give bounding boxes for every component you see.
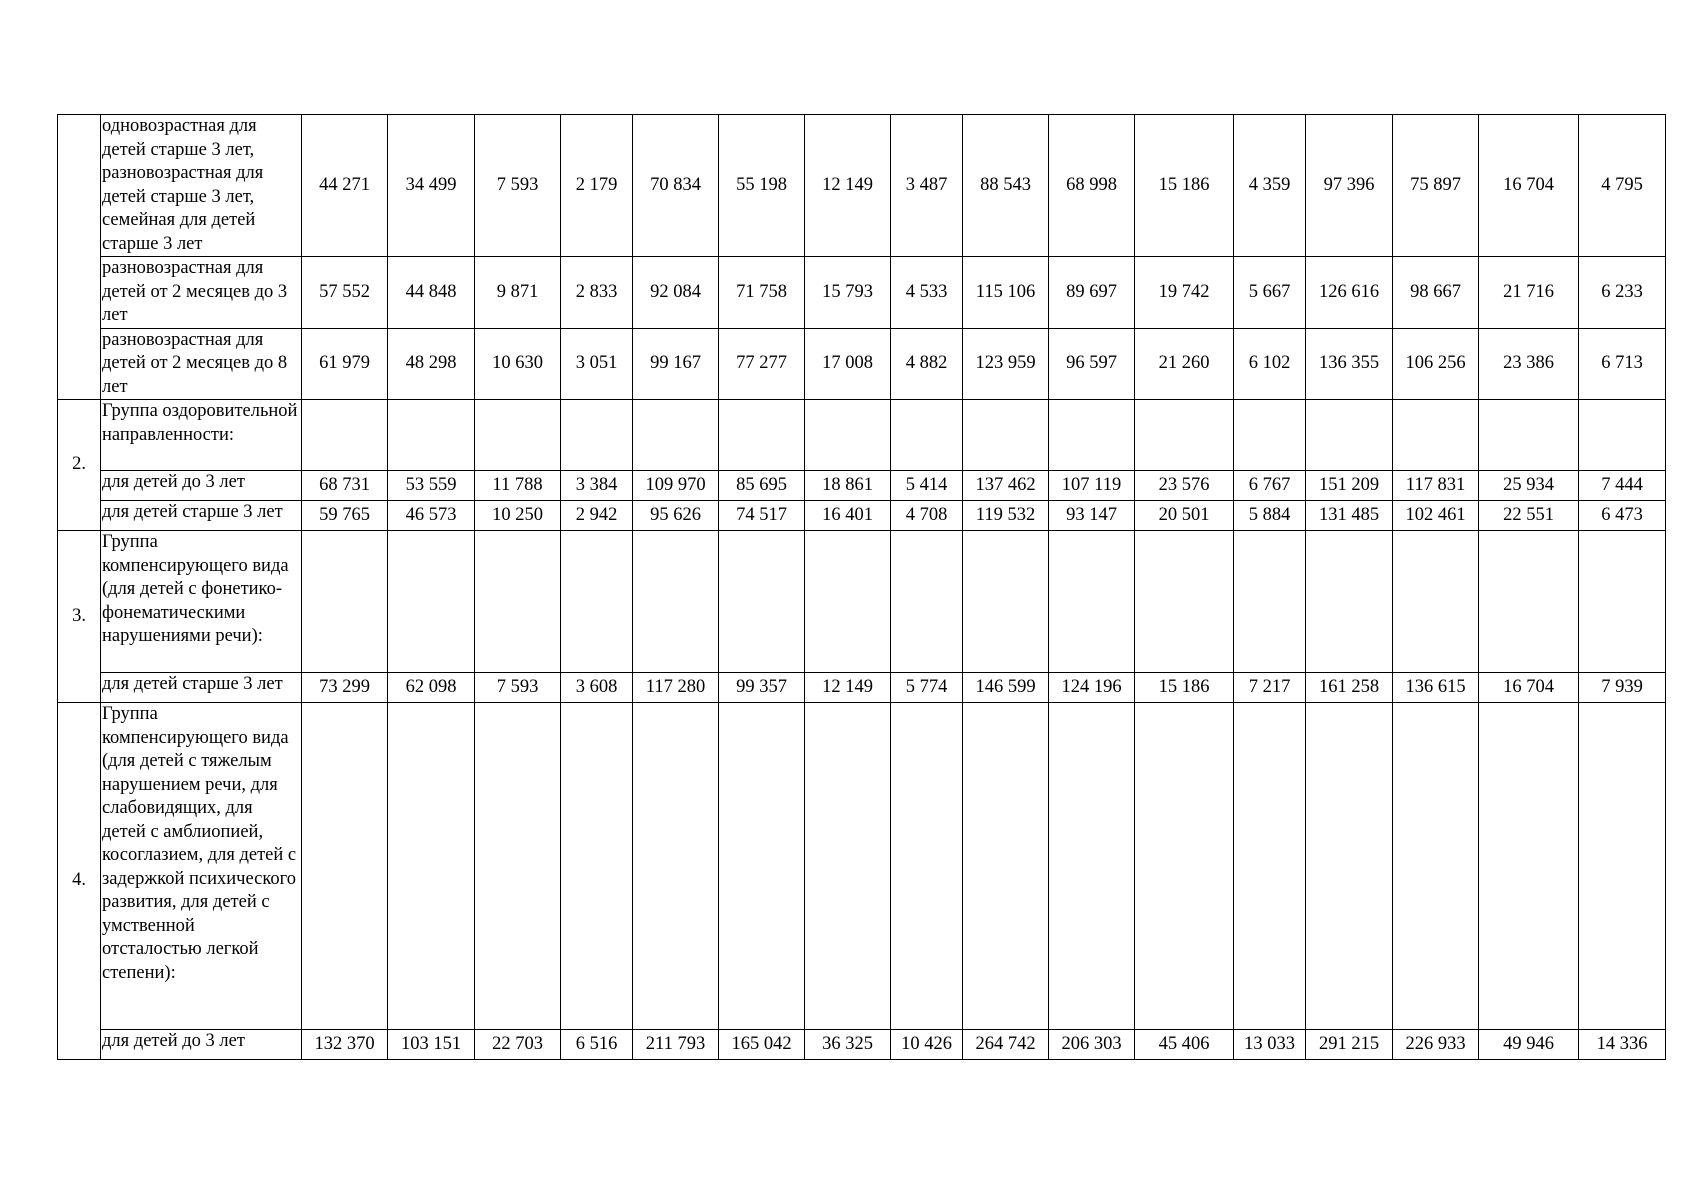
- cell-value: 7 217: [1234, 673, 1306, 703]
- table-row: [58, 673, 1666, 703]
- cell-value: 34 499: [388, 115, 475, 257]
- cell-value: [633, 400, 719, 471]
- cell-value: 291 215: [1306, 1030, 1393, 1060]
- table-row: [58, 328, 1666, 400]
- cell-value: 16 704: [1479, 115, 1579, 257]
- cell-value: [388, 400, 475, 471]
- cell-value: 2 179: [561, 115, 633, 257]
- cell-value: 77 277: [719, 328, 805, 400]
- cell-value: 12 149: [805, 115, 891, 257]
- cell-value: [1579, 531, 1666, 673]
- cell-value: 103 151: [388, 1030, 475, 1060]
- cell-value: [1393, 703, 1479, 1030]
- table-row: [58, 1030, 1666, 1060]
- table-row: [58, 257, 1666, 329]
- cell-value: 16 704: [1479, 673, 1579, 703]
- cell-value: 3 384: [561, 471, 633, 501]
- cell-value: 102 461: [1393, 501, 1479, 531]
- cell-value: 92 084: [633, 257, 719, 329]
- cell-value: 21 260: [1135, 328, 1234, 400]
- cell-value: 15 186: [1135, 115, 1234, 257]
- cell-value: [633, 531, 719, 673]
- cell-value: 62 098: [388, 673, 475, 703]
- cell-value: [302, 703, 388, 1030]
- cell-value: [1234, 703, 1306, 1030]
- cell-value: [1479, 531, 1579, 673]
- cell-value: [719, 400, 805, 471]
- row-label: Группа компенсирующего вида (для детей с тяжелым нарушением речи, для слабовидящих, для детей с амблиопией, косоглазием, для детей с задержкой психического развития, для детей с умственной отсталостью легкой степени):: [101, 703, 302, 1030]
- cell-value: 36 325: [805, 1030, 891, 1060]
- table-row: [58, 400, 1666, 471]
- row-label: для детей до 3 лет: [101, 1030, 302, 1060]
- table-row: [58, 501, 1666, 531]
- cell-value: 61 979: [302, 328, 388, 400]
- cell-value: 55 198: [719, 115, 805, 257]
- cell-value: 5 774: [891, 673, 963, 703]
- cell-value: 53 559: [388, 471, 475, 501]
- cell-value: 10 250: [475, 501, 561, 531]
- cell-value: 96 597: [1049, 328, 1135, 400]
- cell-value: [1234, 531, 1306, 673]
- cell-value: 5 414: [891, 471, 963, 501]
- cell-value: 17 008: [805, 328, 891, 400]
- table-row: [58, 703, 1666, 1030]
- cell-value: 74 517: [719, 501, 805, 531]
- cell-value: [388, 531, 475, 673]
- cell-value: 123 959: [963, 328, 1049, 400]
- cell-value: 11 788: [475, 471, 561, 501]
- cell-value: 85 695: [719, 471, 805, 501]
- cell-value: [1479, 703, 1579, 1030]
- cell-value: [1393, 531, 1479, 673]
- cell-value: [561, 703, 633, 1030]
- cell-value: 97 396: [1306, 115, 1393, 257]
- cell-value: 12 149: [805, 673, 891, 703]
- cell-value: 68 998: [1049, 115, 1135, 257]
- cell-value: 18 861: [805, 471, 891, 501]
- cell-value: 7 939: [1579, 673, 1666, 703]
- cell-value: 23 576: [1135, 471, 1234, 501]
- row-number: 2.: [58, 400, 101, 531]
- cell-value: 73 299: [302, 673, 388, 703]
- cell-value: 22 551: [1479, 501, 1579, 531]
- cell-value: 9 871: [475, 257, 561, 329]
- cell-value: [891, 703, 963, 1030]
- row-label: для детей старше 3 лет: [101, 673, 302, 703]
- cell-value: 6 713: [1579, 328, 1666, 400]
- cell-value: 99 167: [633, 328, 719, 400]
- cell-value: 226 933: [1393, 1030, 1479, 1060]
- cell-value: 117 280: [633, 673, 719, 703]
- row-number: [58, 115, 101, 400]
- cell-value: 57 552: [302, 257, 388, 329]
- cell-value: 7 444: [1579, 471, 1666, 501]
- cell-value: [1049, 531, 1135, 673]
- cell-value: 6 102: [1234, 328, 1306, 400]
- cell-value: 7 593: [475, 115, 561, 257]
- cell-value: [1306, 703, 1393, 1030]
- cell-value: [891, 531, 963, 673]
- cell-value: 206 303: [1049, 1030, 1135, 1060]
- cell-value: 22 703: [475, 1030, 561, 1060]
- cell-value: 136 615: [1393, 673, 1479, 703]
- cell-value: [388, 703, 475, 1030]
- cell-value: 5 667: [1234, 257, 1306, 329]
- cell-value: [1135, 400, 1234, 471]
- cell-value: 93 147: [1049, 501, 1135, 531]
- cell-value: [805, 703, 891, 1030]
- cell-value: 3 487: [891, 115, 963, 257]
- cell-value: 264 742: [963, 1030, 1049, 1060]
- cell-value: 2 833: [561, 257, 633, 329]
- cell-value: 6 516: [561, 1030, 633, 1060]
- cell-value: 119 532: [963, 501, 1049, 531]
- cell-value: 15 186: [1135, 673, 1234, 703]
- cell-value: [561, 531, 633, 673]
- cell-value: [1579, 703, 1666, 1030]
- cell-value: 49 946: [1479, 1030, 1579, 1060]
- cell-value: [719, 703, 805, 1030]
- row-number: 4.: [58, 703, 101, 1060]
- cell-value: 68 731: [302, 471, 388, 501]
- cell-value: 2 942: [561, 501, 633, 531]
- cell-value: 23 386: [1479, 328, 1579, 400]
- cell-value: 132 370: [302, 1030, 388, 1060]
- cell-value: 136 355: [1306, 328, 1393, 400]
- cell-value: 165 042: [719, 1030, 805, 1060]
- cell-value: 117 831: [1393, 471, 1479, 501]
- cell-value: 15 793: [805, 257, 891, 329]
- table-row: [58, 531, 1666, 673]
- row-label: разновозрастная для детей от 2 месяцев до 8 лет: [101, 328, 302, 400]
- cell-value: [1579, 400, 1666, 471]
- cell-value: 115 106: [963, 257, 1049, 329]
- cell-value: [302, 400, 388, 471]
- cell-value: 98 667: [1393, 257, 1479, 329]
- table-row: [58, 115, 1666, 257]
- cell-value: [805, 531, 891, 673]
- cell-value: [1135, 703, 1234, 1030]
- cell-value: 95 626: [633, 501, 719, 531]
- cell-value: 75 897: [1393, 115, 1479, 257]
- cell-value: [1135, 531, 1234, 673]
- cell-value: 44 271: [302, 115, 388, 257]
- row-label: одновозрастная для детей старше 3 лет, разновозрастная для детей старше 3 лет, семейная для детей старше 3 лет: [101, 115, 302, 257]
- cell-value: 4 795: [1579, 115, 1666, 257]
- cell-value: 71 758: [719, 257, 805, 329]
- cell-value: 5 884: [1234, 501, 1306, 531]
- row-label: для детей до 3 лет: [101, 471, 302, 501]
- cell-value: 4 882: [891, 328, 963, 400]
- tariff-table: [57, 114, 1666, 1060]
- row-number: 3.: [58, 531, 101, 703]
- cell-value: [475, 703, 561, 1030]
- cell-value: 46 573: [388, 501, 475, 531]
- cell-value: 107 119: [1049, 471, 1135, 501]
- cell-value: 106 256: [1393, 328, 1479, 400]
- cell-value: 6 233: [1579, 257, 1666, 329]
- cell-value: 161 258: [1306, 673, 1393, 703]
- cell-value: 3 051: [561, 328, 633, 400]
- cell-value: 211 793: [633, 1030, 719, 1060]
- cell-value: 6 473: [1579, 501, 1666, 531]
- cell-value: [475, 531, 561, 673]
- cell-value: 131 485: [1306, 501, 1393, 531]
- cell-value: [805, 400, 891, 471]
- cell-value: 88 543: [963, 115, 1049, 257]
- cell-value: 70 834: [633, 115, 719, 257]
- table-row: [58, 471, 1666, 501]
- cell-value: 19 742: [1135, 257, 1234, 329]
- cell-value: [719, 531, 805, 673]
- cell-value: 89 697: [1049, 257, 1135, 329]
- row-label: для детей старше 3 лет: [101, 501, 302, 531]
- cell-value: 109 970: [633, 471, 719, 501]
- cell-value: 3 608: [561, 673, 633, 703]
- cell-value: [891, 400, 963, 471]
- cell-value: [302, 531, 388, 673]
- cell-value: [1479, 400, 1579, 471]
- cell-value: 25 934: [1479, 471, 1579, 501]
- cell-value: [963, 703, 1049, 1030]
- cell-value: 124 196: [1049, 673, 1135, 703]
- cell-value: 151 209: [1306, 471, 1393, 501]
- cell-value: [1234, 400, 1306, 471]
- cell-value: 137 462: [963, 471, 1049, 501]
- cell-value: 146 599: [963, 673, 1049, 703]
- cell-value: [1306, 400, 1393, 471]
- cell-value: [475, 400, 561, 471]
- cell-value: [1393, 400, 1479, 471]
- cell-value: 48 298: [388, 328, 475, 400]
- cell-value: 10 630: [475, 328, 561, 400]
- cell-value: [633, 703, 719, 1030]
- cell-value: [1049, 703, 1135, 1030]
- cell-value: [1049, 400, 1135, 471]
- cell-value: 20 501: [1135, 501, 1234, 531]
- cell-value: 59 765: [302, 501, 388, 531]
- row-label: Группа компенсирующего вида (для детей с фонетико-фонематическими нарушениями речи):: [101, 531, 302, 673]
- cell-value: 44 848: [388, 257, 475, 329]
- cell-value: 4 359: [1234, 115, 1306, 257]
- cell-value: [561, 400, 633, 471]
- row-label: разновозрастная для детей от 2 месяцев до 3 лет: [101, 257, 302, 329]
- cell-value: 21 716: [1479, 257, 1579, 329]
- cell-value: 4 533: [891, 257, 963, 329]
- cell-value: 13 033: [1234, 1030, 1306, 1060]
- cell-value: 7 593: [475, 673, 561, 703]
- cell-value: [963, 400, 1049, 471]
- cell-value: 126 616: [1306, 257, 1393, 329]
- cell-value: 45 406: [1135, 1030, 1234, 1060]
- cell-value: 16 401: [805, 501, 891, 531]
- cell-value: [963, 531, 1049, 673]
- cell-value: 6 767: [1234, 471, 1306, 501]
- cell-value: 10 426: [891, 1030, 963, 1060]
- cell-value: 14 336: [1579, 1030, 1666, 1060]
- cell-value: 99 357: [719, 673, 805, 703]
- cell-value: 4 708: [891, 501, 963, 531]
- cell-value: [1306, 531, 1393, 673]
- row-label: Группа оздоровительной направленности:: [101, 400, 302, 471]
